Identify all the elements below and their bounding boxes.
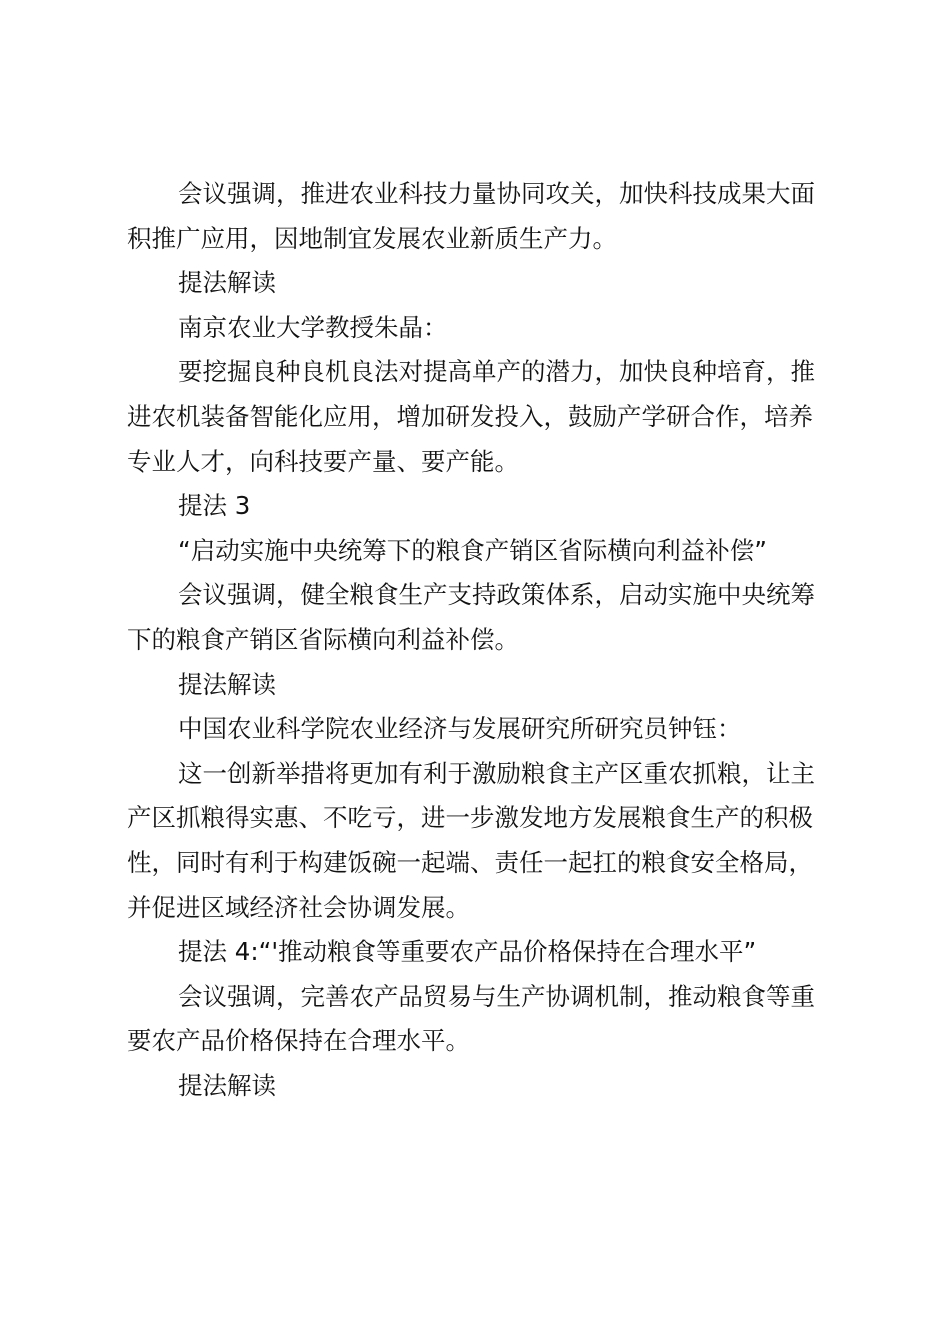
paragraph-speaker-zhong-yu: 中国农业科学院农业经济与发展研究所研究员钟钰： xyxy=(178,714,742,744)
paragraph-zhu-jing-quote: 要挖掘良种良机良法对提高单产的潜力，加快良种培育，推进农机装备智能化应用，增加研发投入，鼓励产学研合作，培养专业人才，向科技要产量、要产能。 xyxy=(127,357,815,476)
heading-interpretation: 提法解读 xyxy=(178,669,276,699)
paragraph-point-3-title: “启动实施中央统筹下的粮食产销区省际横向利益补偿” xyxy=(178,535,767,565)
paragraph-meeting-grain-emphasis: 会议强调，健全粮食生产支持政策体系，启动实施中央统筹下的粮食产销区省际横向利益补偿。 xyxy=(127,580,815,654)
document-body xyxy=(127,172,827,1108)
heading-interpretation: 提法解读 xyxy=(178,1070,276,1100)
heading-interpretation: 提法解读 xyxy=(178,268,276,298)
paragraph-meeting-tech-emphasis: 会议强调，推进农业科技力量协同攻关，加快科技成果大面积推广应用，因地制宜发展农业新质生产力。 xyxy=(127,179,815,253)
paragraph-meeting-price-emphasis: 会议强调，完善农产品贸易与生产协调机制，推动粮食等重要农产品价格保持在合理水平。 xyxy=(127,981,815,1056)
paragraph-zhong-yu-quote: 这一创新举措将更加有利于激励粮食主产区重农抓粮，让主产区抓粮得实惠、不吃亏，进一步激发地方发展粮食生产的积极性，同时有利于构建饭碗一起端、责任一起扛的粮食安全格局，并促进区域经济社会协调发展。 xyxy=(127,758,815,922)
heading-point-3: 提法 3 xyxy=(178,491,251,521)
paragraph-speaker-zhu-jing: 南京农业大学教授朱晶： xyxy=(178,312,448,342)
heading-point-4: 提法 4:“'推动粮食等重要农产品价格保持在合理水平” xyxy=(178,937,757,967)
